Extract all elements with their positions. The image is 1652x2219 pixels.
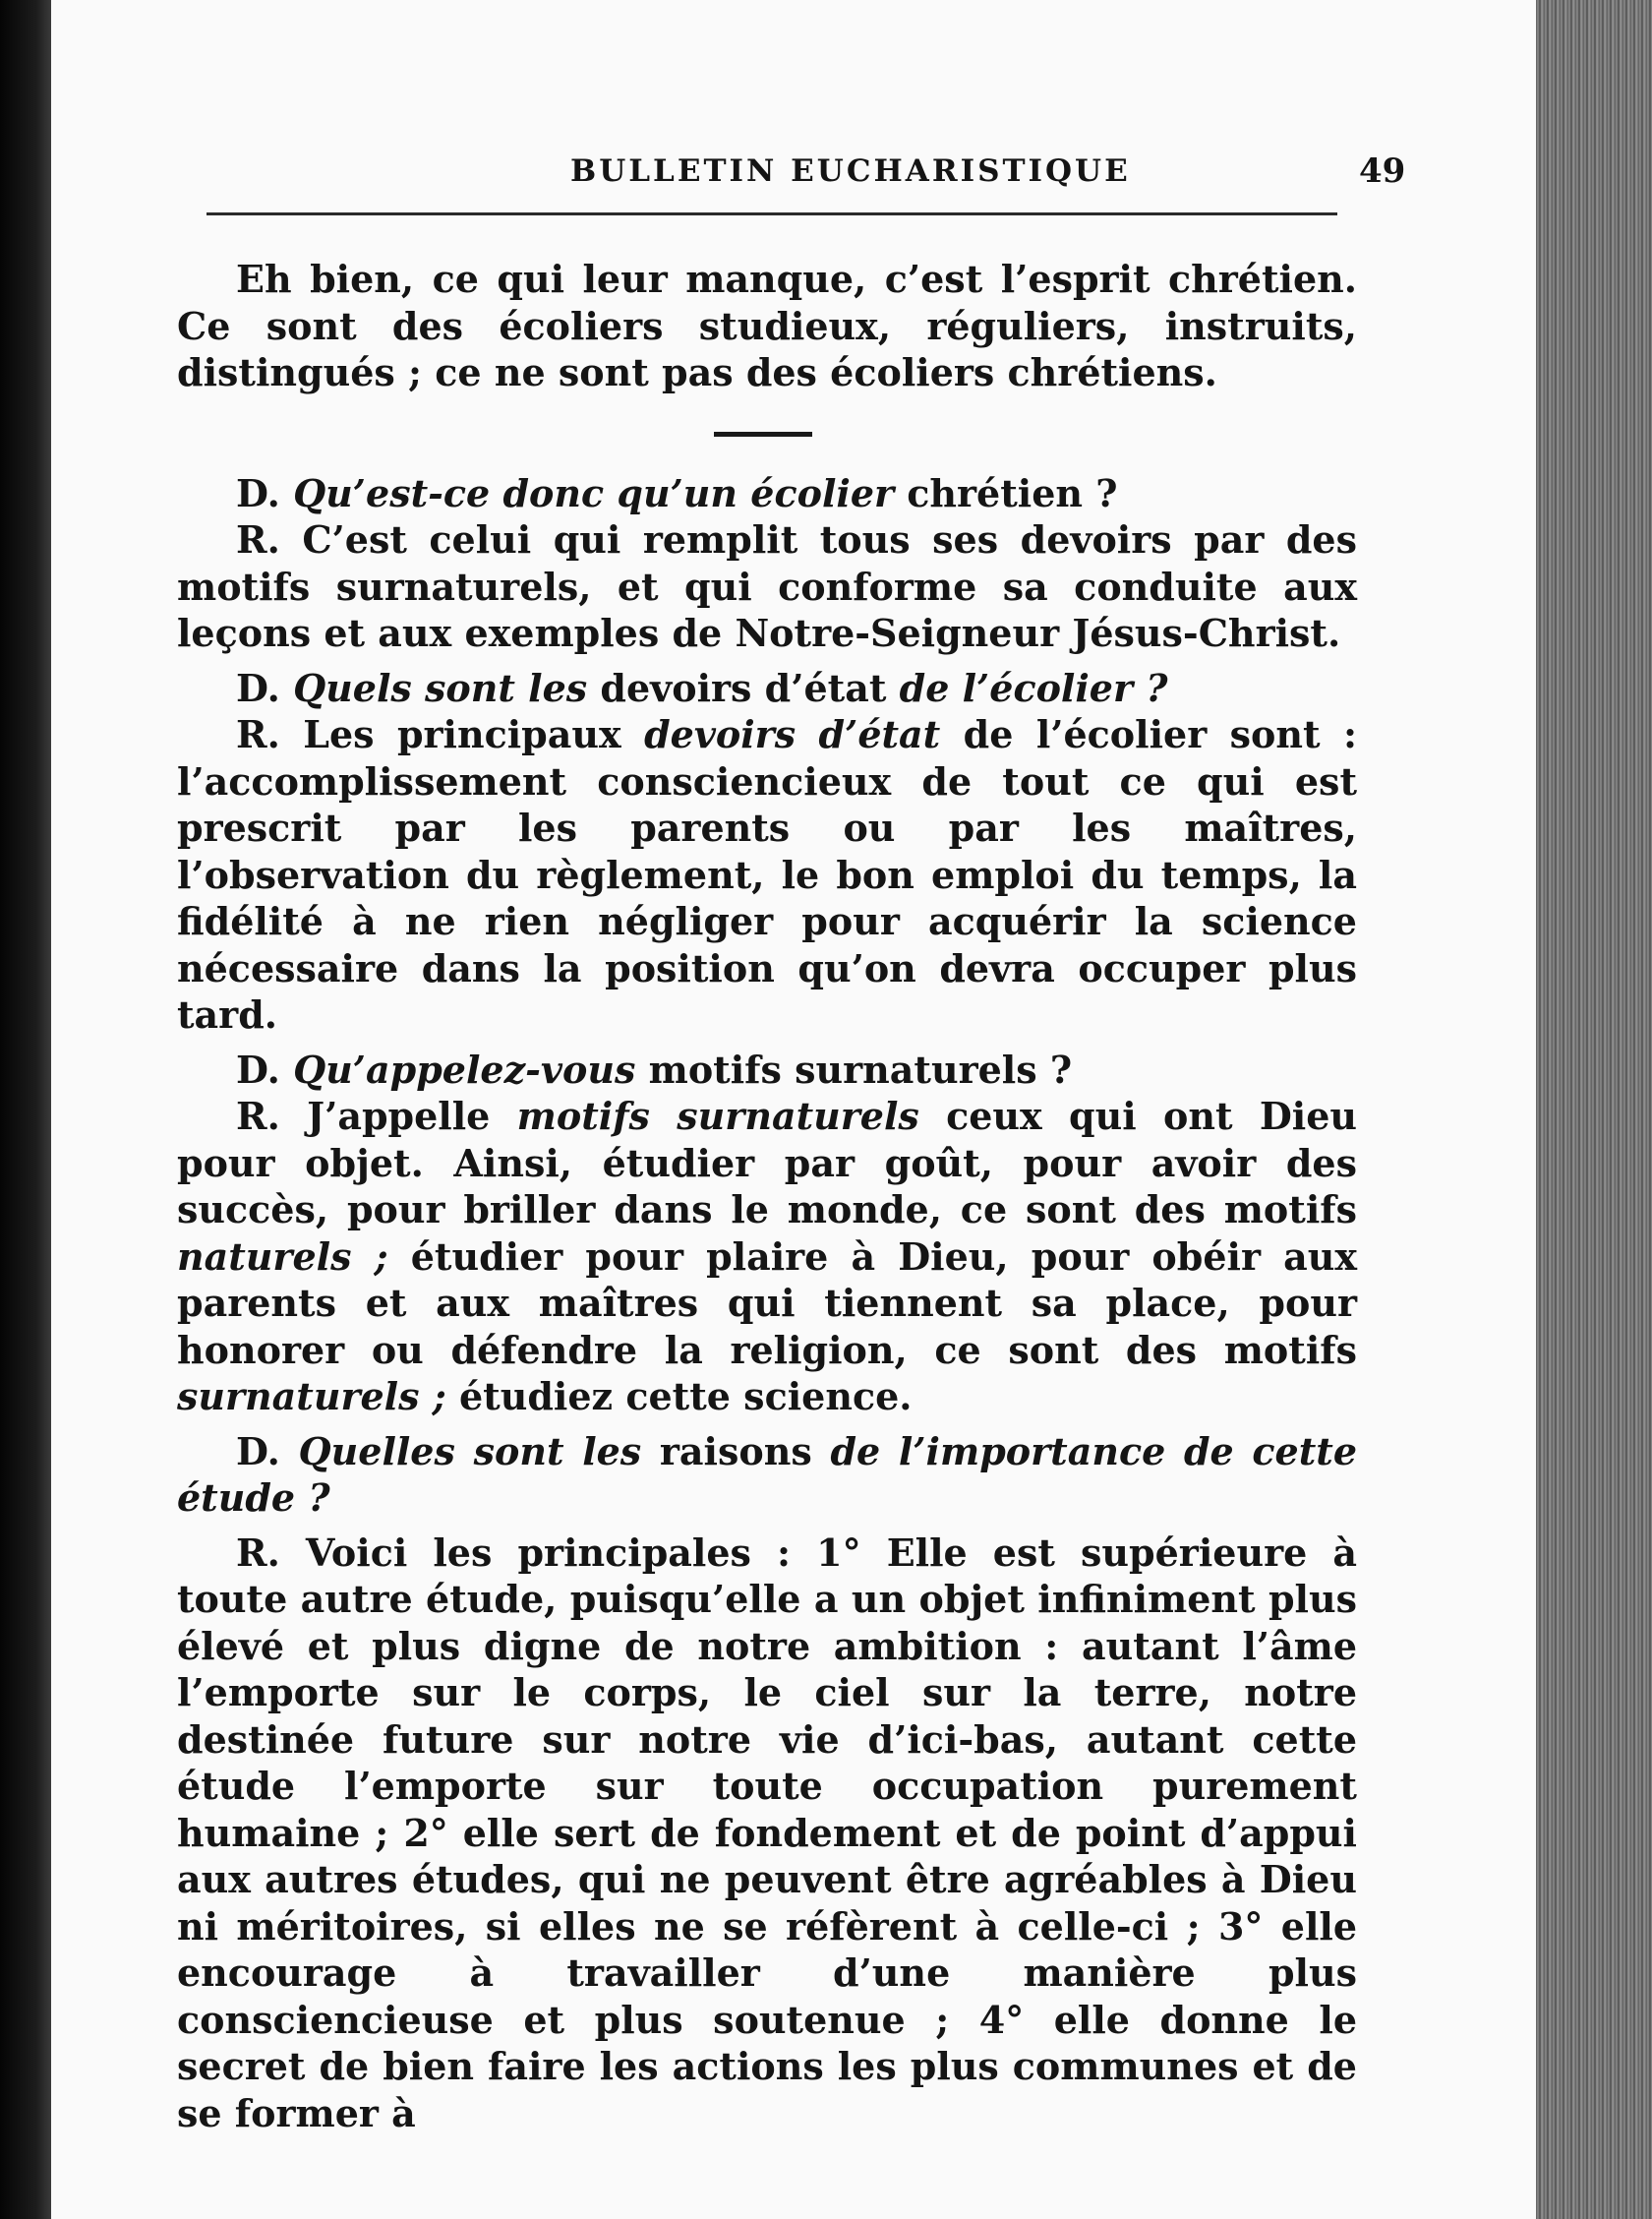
page-number: 49 [1359, 151, 1406, 191]
question-italic-text: Quels sont les [293, 665, 588, 710]
question-text: chrétien ? [907, 470, 1118, 515]
question-4 [177, 1428, 1357, 1522]
question-label: D. [236, 1428, 280, 1473]
running-title: BULLETIN EUCHARISTIQUE [570, 153, 1131, 189]
page-body [177, 256, 1357, 2136]
question-text: devoirs d’état [600, 665, 887, 710]
answer-text: J’appelle [307, 1094, 491, 1138]
section-divider [714, 432, 812, 437]
intro-paragraph [177, 256, 1357, 396]
answer-italic-text: devoirs d’état [644, 712, 941, 756]
scan-left-border [0, 0, 51, 2219]
answer-1 [177, 516, 1357, 657]
answer-text: étudiez cette science. [459, 1374, 913, 1418]
answer-2 [177, 711, 1357, 1039]
question-text: motifs surnaturels ? [648, 1047, 1073, 1092]
answer-text: C’est celui qui remplit tous ses devoirs par des motifs surnaturels, et qui conforme sa conduite aux leçons et aux exemples de Notre-Seigneur Jésus-Christ. [177, 517, 1357, 655]
book-page-edges [1536, 0, 1652, 2219]
question-label: D. [236, 1047, 280, 1092]
answer-label: R. [236, 517, 280, 562]
intro-text: Eh bien, ce qui leur manque, c’est l’esprit chrétien. Ce sont des écoliers studieux, réguliers, instruits, distingués ; ce ne sont pas des écoliers chrétiens. [177, 257, 1357, 394]
answer-text: Les principaux [303, 712, 621, 756]
question-italic-text: Quelles sont les [298, 1428, 642, 1473]
answer-text: étudier pour plaire à Dieu, pour obéir aux parents et aux maîtres qui tiennent sa place, pour honorer ou défendre la religion, ce sont des motifs [177, 1233, 1358, 1372]
answer-3 [177, 1093, 1357, 1420]
question-italic-text: de l’écolier ? [899, 665, 1168, 710]
answer-4 [177, 1529, 1357, 2137]
answer-text: de l’écolier sont : l’accomplissement consciencieux de tout ce qui est prescrit par les parents ou par les maîtres, l’observation du règlement, le bon emploi du temps, la fidélité à ne rien négliger pour acquérir la science nécessaire dans la position qu’on devra occuper plus tard. [177, 712, 1357, 1037]
answer-italic-text: naturels ; [177, 1233, 388, 1279]
header-rule [206, 212, 1337, 215]
answer-italic-text: surnaturels ; [177, 1374, 446, 1418]
answer-text: ceux qui ont Dieu pour objet. Ainsi, étudier par goût, pour avoir des succès, pour briller dans le monde, ce sont des motifs [177, 1094, 1358, 1231]
answer-text: Voici les principales : 1° Elle est supérieure à toute autre étude, puisqu’elle a un objet infiniment plus élevé et plus digne de notre ambition : autant l’âme l’emporte sur le corps, le ciel sur la terre, notre destinée future sur notre vie d’ici-bas, autant cette étude l’emporte sur toute occupation purement humaine ; 2° elle sert de fondement et de point d’appui aux autres études, qui ne peuvent être agréables à Dieu ni méritoires, si elles ne se réfèrent à celle-ci ; 3° elle encourage à travailler d’une manière plus consciencieuse et plus soutenue ; 4° elle donne le secret de bien faire les actions les plus communes et de se former à [177, 1529, 1357, 2135]
page-header [228, 148, 1408, 197]
question-2 [177, 665, 1357, 712]
question-label: D. [236, 470, 280, 515]
question-italic-text: de l’importance de cette étude ? [177, 1428, 1357, 1520]
answer-label: R. [236, 1529, 280, 1575]
question-3 [177, 1047, 1357, 1094]
question-text: raisons [659, 1428, 812, 1473]
answer-label: R. [236, 1094, 280, 1138]
question-label: D. [236, 665, 280, 710]
question-italic-text: Qu’est-ce donc qu’un écolier [293, 470, 895, 515]
question-1 [177, 470, 1357, 517]
answer-italic-text: motifs surnaturels [516, 1094, 919, 1138]
question-italic-text: Qu’appelez-vous [293, 1047, 636, 1092]
answer-label: R. [236, 712, 280, 756]
